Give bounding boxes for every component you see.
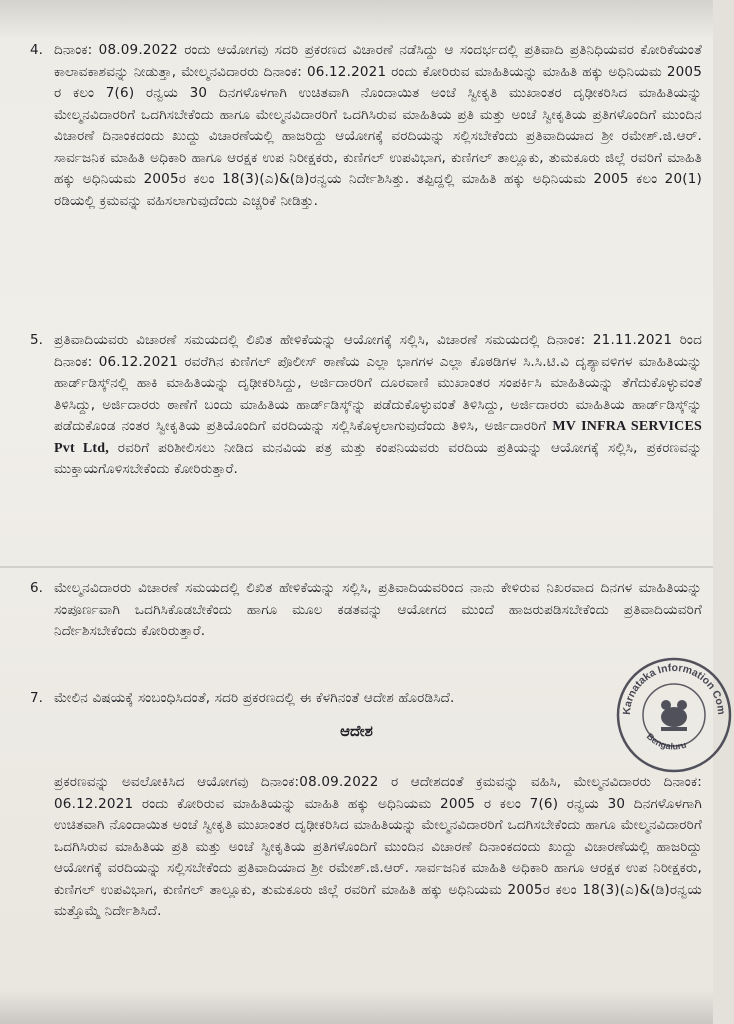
- paper-fold: [0, 566, 713, 568]
- paragraph-number: 6.: [30, 580, 43, 596]
- seal-bottom-text-path: Bengaluru: [644, 731, 688, 752]
- paragraph-text: ದಿನಾಂಕ: 08.09.2022 ರಂದು ಆಯೋಗವು ಸದರಿ ಪ್ರಕರಣದ ವಿಚಾರಣೆ ನಡೆಸಿದ್ದು ಆ ಸಂದರ್ಭದಲ್ಲಿ ಪ್ರತಿವಾದಿ ಪ್ರತಿನಿಧಿಯವರ ಕೋರಿಕೆಯಂತೆ ಕಾಲಾವಕಾಶವನ್ನು ನೀಡುತ್ತಾ, ಮೇಲ್ಮನವಿದಾರರು ದಿನಾಂಕ: 06.12.2021 ರಂದು ಕೋರಿರುವ ಮಾಹಿತಿಯನ್ನು ಮಾಹಿತಿ ಹಕ್ಕು ಅಧಿನಿಯಮ 2005 ರ ಕಲಂ 7(6) ರನ್ವಯ 30 ದಿನಗಳೊಳಗಾಗಿ ಉಚಿತವಾಗಿ ನೊಂದಾಯಿತ ಅಂಚೆ ಸ್ವೀಕೃತಿ ಮುಖಾಂತರ ದೃಢೀಕರಿಸಿದ ಮಾಹಿತಿಯನ್ನು ಮೇಲ್ಮನವಿದಾರರಿಗೆ ಒದಗಿಸಬೇಕೆಂದು ಹಾಗೂ ಮೇಲ್ಮನವಿದಾರರಿಗೆ ಒದಗಿಸಿರುವ ಮಾಹಿತಿಯ ಪ್ರತಿ ಮತ್ತು ಅಂಚೆ ಸ್ವೀಕೃತಿಯ ಪ್ರತಿಗಳೊಂದಿಗೆ ಮುಂದಿನ ವಿಚಾರಣೆ ದಿನಾಂಕದಂದು ಖುದ್ದು ವಿಚಾರಣೆಯಲ್ಲಿ ಹಾಜರಿದ್ದು ಆಯೋಗಕ್ಕೆ ವರದಿಯನ್ನು ಸಲ್ಲಿಸಬೇಕೆಂದು ಪ್ರತಿವಾದಿಯಾದ ಶ್ರೀ ರಮೇಶ್.ಜಿ.ಆರ್. ಸಾರ್ವಜನಿಕ ಮಾಹಿತಿ ಅಧಿಕಾರಿ ಹಾಗೂ ಆರಕ್ಷಕ ಉಪ ನಿರೀಕ್ಷಕರು, ಕುಣಿಗಲ್ ಉಪವಿಭಾಗ, ಕುಣಿಗಲ್ ತಾಲ್ಲೂಕು, ತುಮಕೂರು ಜಿಲ್ಲೆ ರವರಿಗೆ ಮಾಹಿತಿ ಹಕ್ಕು ಅಧಿನಿಯಮ 2005ರ ಕಲಂ 18(3)(ಎ)&(ಡಿ)ರನ್ವಯ ನಿರ್ದೇಶಿಸಿತ್ತು. ತಪ್ಪಿದ್ದಲ್ಲಿ ಮಾಹಿತಿ ಹಕ್ಕು ಅಧಿನಿಯಮ 2005 ಕಲಂ 20(1) ರಡಿಯಲ್ಲಿ ಕ್ರಮವನ್ನು ವಹಿಸಲಾಗುವುದೆಂದು ಎಚ್ಚರಿಕೆ ನೀಡಿತ್ತು.: [54, 42, 702, 209]
- page-shadow-bottom: [0, 990, 713, 1024]
- paragraph-number: 4.: [30, 42, 43, 58]
- paragraph-text: ಮೇಲ್ಮನವಿದಾರರು ವಿಚಾರಣೆ ಸಮಯದಲ್ಲಿ ಲಿಖಿತ ಹೇಳಿಕೆಯನ್ನು ಸಲ್ಲಿಸಿ, ಪ್ರತಿವಾದಿಯವರಿಂದ ನಾನು ಕೇಳಿರುವ ನಿಖರವಾದ ದಿನಗಳ ಮಾಹಿತಿಯನ್ನು ಸಂಪೂರ್ಣವಾಗಿ ಒದಗಿಸಿಕೊಡಬೇಕೆಂದು ಹಾಗೂ ಮೂಲ ಕಡತವನ್ನು ಆಯೋಗದ ಮುಂದೆ ಹಾಜರುಪಡಿಸಬೇಕೆಂದು ಪ್ರತಿವಾದಿಯವರಿಗೆ ನಿರ್ದೇಶಿಸಬೇಕೆಂದು ಕೋರಿರುತ್ತಾರೆ.: [54, 580, 702, 639]
- paragraph-text: ಮೇಲಿನ ವಿಷಯಕ್ಕೆ ಸಂಬಂಧಿಸಿದಂತೆ, ಸದರಿ ಪ್ರಕರಣದಲ್ಲಿ ಈ ಕೆಳಗಿನಂತೆ ಆದೇಶ ಹೊರಡಿಸಿದೆ.: [54, 690, 455, 706]
- order-paragraph: ಪ್ರಕರಣವನ್ನು ಅವಲೋಕಿಸಿದ ಆಯೋಗವು ದಿನಾಂಕ:08.09.2022 ರ ಆದೇಶದಂತೆ ಕ್ರಮವನ್ನು ವಹಿಸಿ, ಮೇಲ್ಮನವಿದಾರರು ದಿನಾಂಕ: 06.12.2021 ರಂದು ಕೋರಿರುವ ಮಾಹಿತಿಯನ್ನು ಮಾಹಿತಿ ಹಕ್ಕು ಅಧಿನಿಯಮ 2005 ರ ಕಲಂ 7(6) ರನ್ವಯ 30 ದಿನಗಳೊಳಗಾಗಿ ಉಚಿತವಾಗಿ ನೊಂದಾಯಿತ ಅಂಚೆ ಸ್ವೀಕೃತಿ ಮುಖಾಂತರ ದೃಢೀಕರಿಸಿದ ಮಾಹಿತಿಯನ್ನು ಮೇಲ್ಮನವಿದಾರರಿಗೆ ಒದಗಿಸಬೇಕೆಂದು ಹಾಗೂ ಮೇಲ್ಮನವಿದಾರರಿಗೆ ಒದಗಿಸಿರುವ ಮಾಹಿತಿಯ ಪ್ರತಿ ಮತ್ತು ಅಂಚೆ ಸ್ವೀಕೃತಿಯ ಪ್ರತಿಗಳೊಂದಿಗೆ ಮುಂದಿನ ವಿಚಾರಣೆ ದಿನಾಂಕದಂದು ಖುದ್ದು ವಿಚಾರಣೆಯಲ್ಲಿ ಹಾಜರಿದ್ದು ಆಯೋಗಕ್ಕೆ ವರದಿಯನ್ನು ಸಲ್ಲಿಸಬೇಕೆಂದು ಪ್ರತಿವಾದಿಯಾದ ಶ್ರೀ ರಮೇಶ್.ಜಿ.ಆರ್. ಸಾರ್ವಜನಿಕ ಮಾಹಿತಿ ಅಧಿಕಾರಿ ಹಾಗೂ ಆರಕ್ಷಕ ಉಪ ನಿರೀಕ್ಷಕರು, ಕುಣಿಗಲ್ ಉಪವಿಭಾಗ, ಕುಣಿಗಲ್ ತಾಲ್ಲೂಕು, ತುಮಕೂರು ಜಿಲ್ಲೆ ರವರಿಗೆ ಮಾಹಿತಿ ಹಕ್ಕು ಅಧಿನಿಯಮ 2005ರ ಕಲಂ 18(3)(ಎ)&(ಡಿ)ರನ್ವಯ ಮತ್ತೊಮ್ಮೆ ನಿರ್ದೇಶಿಸಿದೆ.: [54, 774, 702, 919]
- order-heading: ಆದೇಶ: [340, 722, 373, 740]
- paragraph-text: [54, 330, 702, 481]
- commission-seal: [614, 655, 734, 775]
- paragraph-number: 7.: [30, 690, 43, 706]
- paragraph-text-part: ರವರಿಗೆ ಪರಿಶೀಲಿಸಲು ನೀಡಿದ ಮನವಿಯ ಪತ್ರ ಮತ್ತು ಕಂಪನಿಯವರು ವರದಿಯ ಪ್ರತಿಯನ್ನು ಆಯೋಗಕ್ಕೆ ಸಲ್ಲಿಸಿ, ಪ್ರಕರಣವನ್ನು ಮುಕ್ತಾಯಗೊಳಿಸಬೇಕೆಂದು ಕೋರಿರುತ್ತಾರೆ.: [54, 439, 702, 477]
- seal-top-text-path: Karnataka Information Com: [620, 661, 728, 716]
- seal-emblem-icon: [661, 700, 687, 731]
- page-shadow-top: [0, 0, 713, 40]
- paragraph-5: [30, 330, 702, 481]
- paragraph-number: 5.: [30, 332, 43, 348]
- paragraph-7: [30, 688, 702, 710]
- seal-bottom-text: [645, 731, 688, 751]
- paragraph-text-part: ಪ್ರತಿವಾದಿಯವರು ವಿಚಾರಣೆ ಸಮಯದಲ್ಲಿ ಲಿಖಿತ ಹೇಳಿಕೆಯನ್ನು ಆಯೋಗಕ್ಕೆ ಸಲ್ಲಿಸಿ, ವಿಚಾರಣೆ ಸಮಯದಲ್ಲಿ ದಿನಾಂಕ: 21.11.2021 ರಿಂದ ದಿನಾಂಕ: 06.12.2021 ರವರೆಗಿನ ಕುಣಿಗಲ್ ಪೊಲೀಸ್ ಠಾಣೆಯ ಎಲ್ಲಾ ಭಾಗಗಳ ಎಲ್ಲಾ ಕೊಠಡಿಗಳ ಸಿ.ಸಿ.ಟಿ.ವಿ ದೃಶ್ಯಾವಳಿಗಳ ಮಾಹಿತಿಯನ್ನು ಹಾರ್ಡ್‌ಡಿಸ್ಕ್‌ನಲ್ಲಿ ಹಾಕಿ ಮಾಹಿತಿಯನ್ನು ದೃಢೀಕರಿಸಿದ್ದು, ಅರ್ಜಿದಾರರಿಗೆ ದೂರವಾಣಿ ಮುಖಾಂತರ ಸಂಪರ್ಕಿಸಿ ಮಾಹಿತಿಯನ್ನು ತೆಗೆದುಕೊಳ್ಳುವಂತೆ ತಿಳಿಸಿದ್ದು, ಅರ್ಜಿದಾರರು ಠಾಣೆಗೆ ಬಂದು ಮಾಹಿತಿಯ ಹಾರ್ಡ್‌ಡಿಸ್ಕ್‌ನ್ನು ಪಡೆದುಕೊಳ್ಳುವಂತೆ ತಿಳಿಸಿದ್ದು, ಅರ್ಜಿದಾರರು ಮಾಹಿತಿಯ ಹಾರ್ಡ್‌ಡಿಸ್ಕ್‌ನ್ನು ಪಡೆದುಕೊಂಡ ನಂತರ ಸ್ವೀಕೃತಿಯ ಪ್ರತಿಯೊಂದಿಗೆ ವರದಿಯನ್ನು ಸಲ್ಲಿಸಿಕೊಳ್ಳಲಾಗುವುದೆಂದು ತಿಳಿಸಿ, ಅರ್ಜಿದಾರರಿಗೆ: [54, 332, 702, 434]
- paragraph-6: [30, 578, 702, 643]
- paragraph-4: [30, 40, 702, 212]
- company-name: MV INFRA SERVICES Pvt Ltd,: [54, 419, 702, 456]
